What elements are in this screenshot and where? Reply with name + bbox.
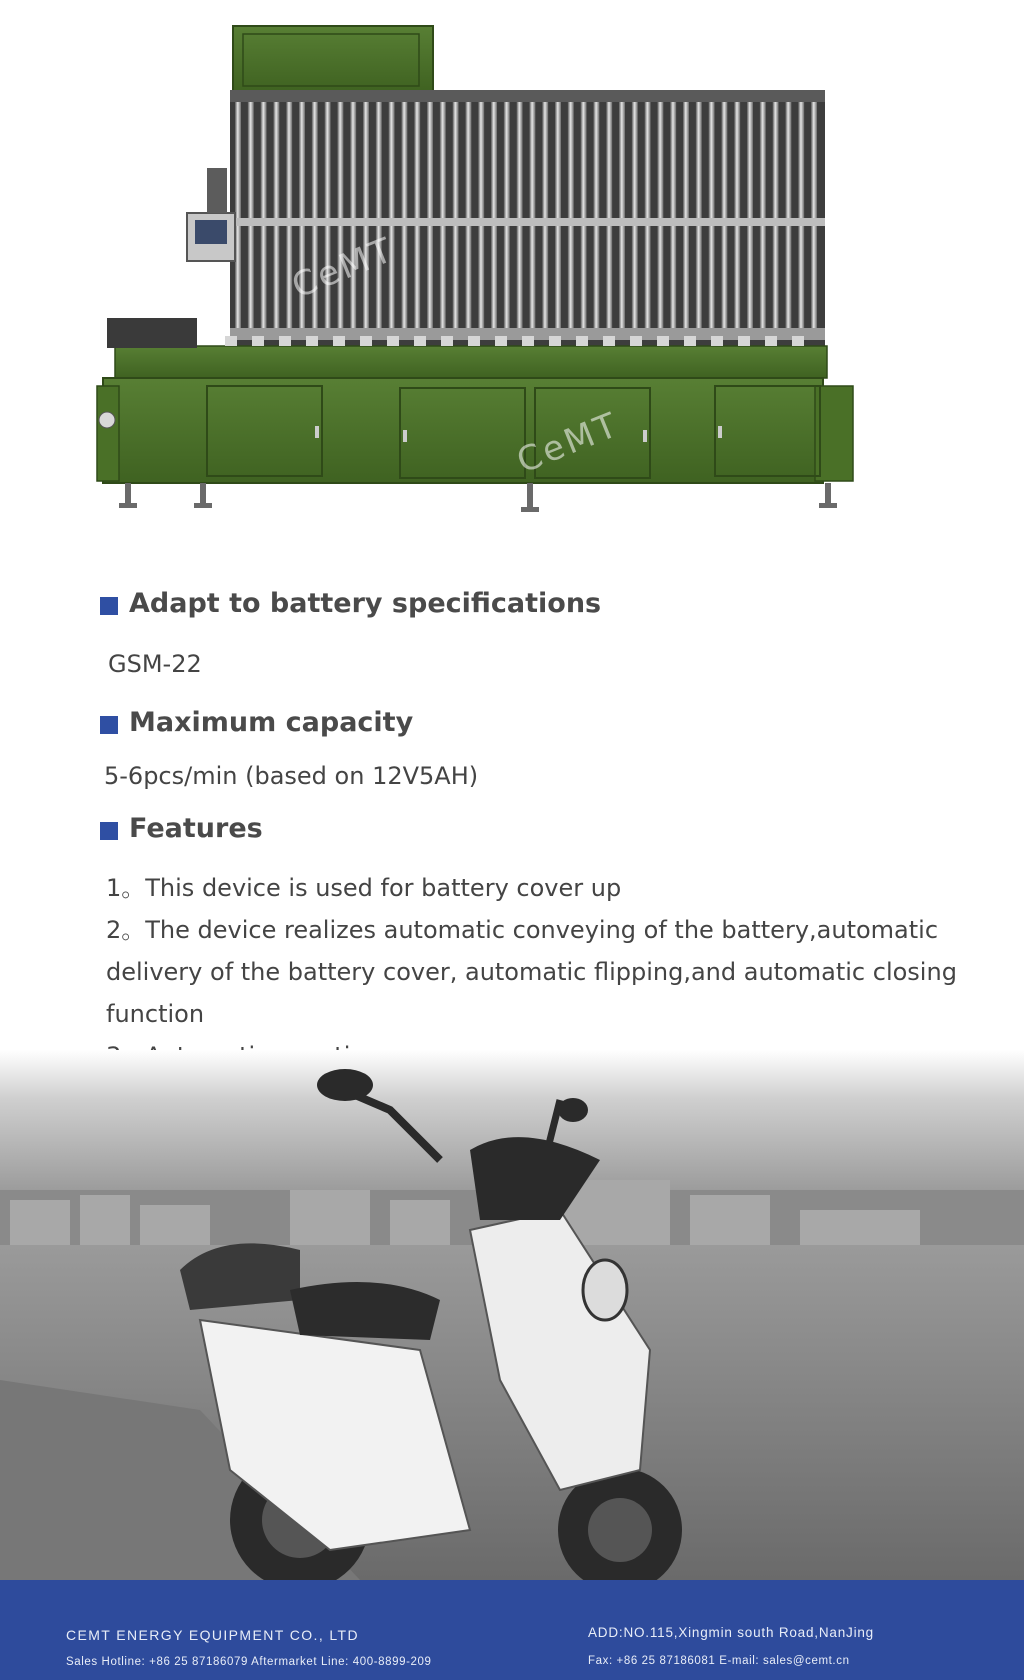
- conveyor-clamp: [252, 336, 264, 346]
- conveyor-clamp: [711, 336, 723, 346]
- conveyor-clamp: [360, 336, 372, 346]
- features-section-title: Features: [100, 813, 263, 844]
- machine-rod: [389, 102, 395, 330]
- conveyor-clamp: [387, 336, 399, 346]
- conveyor-clamp: [495, 336, 507, 346]
- machine-rod: [261, 102, 267, 330]
- list-item: 1。This device is used for battery cover up: [106, 874, 622, 902]
- footer-fax-email: Fax: +86 25 87186081 E-mail: sales@cemt.cn: [588, 1655, 850, 1667]
- product-image: [95, 18, 885, 528]
- machine-rod: [465, 102, 471, 330]
- conveyor-clamp: [576, 336, 588, 346]
- machine-rod: [529, 102, 535, 330]
- machine-rod: [734, 102, 740, 330]
- footer-address: ADD:NO.115,Xingmin south Road,NanJing: [588, 1625, 874, 1640]
- machine-rod: [721, 102, 727, 330]
- machine-rod: [273, 102, 279, 330]
- footer-company-name: CEMT ENERGY EQUIPMENT CO., LTD: [66, 1627, 360, 1643]
- capacity-value: 5-6pcs/min (based on 12V5AH): [104, 762, 479, 790]
- machine-rod: [747, 102, 753, 330]
- footer: [0, 1580, 1024, 1680]
- watermark-logo-top: CeMT: [286, 229, 401, 307]
- machine-rod: [632, 102, 638, 330]
- machine-rod: [683, 102, 689, 330]
- machine-rod: [453, 102, 459, 330]
- machine-rod: [581, 102, 587, 330]
- machine-rod: [414, 102, 420, 330]
- machine-rod: [657, 102, 663, 330]
- machine-rod: [785, 102, 791, 330]
- machine-rod: [440, 102, 446, 330]
- list-item: 2。The device realizes automatic conveying of the battery,automatic: [106, 916, 939, 944]
- conveyor-clamp: [684, 336, 696, 346]
- machine-rod: [606, 102, 612, 330]
- machine-rod: [363, 102, 369, 330]
- conveyor-clamp: [225, 336, 237, 346]
- machine-rod: [773, 102, 779, 330]
- conveyor-clamp: [765, 336, 777, 346]
- conveyor-clamp: [738, 336, 750, 346]
- conveyor-clamp: [522, 336, 534, 346]
- conveyor-clamp: [603, 336, 615, 346]
- conveyor-clamp: [792, 336, 804, 346]
- machine-rod: [542, 102, 548, 330]
- scooter-harbor-photo: [0, 1050, 1024, 1580]
- machine-rod: [401, 102, 407, 330]
- machine-rod: [645, 102, 651, 330]
- conveyor-clamp: [549, 336, 561, 346]
- bullet-square-icon: [100, 716, 118, 734]
- list-item: delivery of the battery cover, automatic flipping,and automatic closing: [106, 958, 957, 986]
- machine-rod: [504, 102, 510, 330]
- conveyor-clamp: [657, 336, 669, 346]
- spec-section-title: Adapt to battery specifications: [100, 588, 601, 619]
- machine-rod: [350, 102, 356, 330]
- features-list: [106, 867, 986, 1077]
- machine-rod: [619, 102, 625, 330]
- machine-rod: [670, 102, 676, 330]
- conveyor-clamp: [414, 336, 426, 346]
- scooter-illustration: [0, 1050, 1024, 1580]
- machine-rod: [248, 102, 254, 330]
- list-item: function: [106, 1000, 205, 1028]
- machine-rod: [593, 102, 599, 330]
- machine-rod: [286, 102, 292, 330]
- machine-rod: [427, 102, 433, 330]
- conveyor-clamp: [441, 336, 453, 346]
- machine-rod: [517, 102, 523, 330]
- footer-hotline: Sales Hotline: +86 25 87186079 Aftermarket Line: 400-8899-209: [66, 1656, 432, 1668]
- machine-rod: [696, 102, 702, 330]
- machine-rod: [376, 102, 382, 330]
- capacity-section-title: Maximum capacity: [100, 707, 413, 738]
- conveyor-clamp: [306, 336, 318, 346]
- machine-rod: [760, 102, 766, 330]
- bullet-square-icon: [100, 597, 118, 615]
- machine-rod: [811, 102, 817, 330]
- battery-cover-machine-illustration: [95, 18, 885, 528]
- conveyor-clamp: [468, 336, 480, 346]
- machine-rod: [491, 102, 497, 330]
- machine-rod: [337, 102, 343, 330]
- conveyor-clamp: [279, 336, 291, 346]
- watermark-logo-bottom: CeMT: [511, 404, 626, 482]
- machine-rod: [798, 102, 804, 330]
- conveyor-clamp: [630, 336, 642, 346]
- spec-value: GSM-22: [108, 650, 202, 678]
- machine-rod: [709, 102, 715, 330]
- machine-rod: [555, 102, 561, 330]
- machine-rod: [478, 102, 484, 330]
- bullet-square-icon: [100, 822, 118, 840]
- conveyor-clamp: [333, 336, 345, 346]
- machine-rod: [568, 102, 574, 330]
